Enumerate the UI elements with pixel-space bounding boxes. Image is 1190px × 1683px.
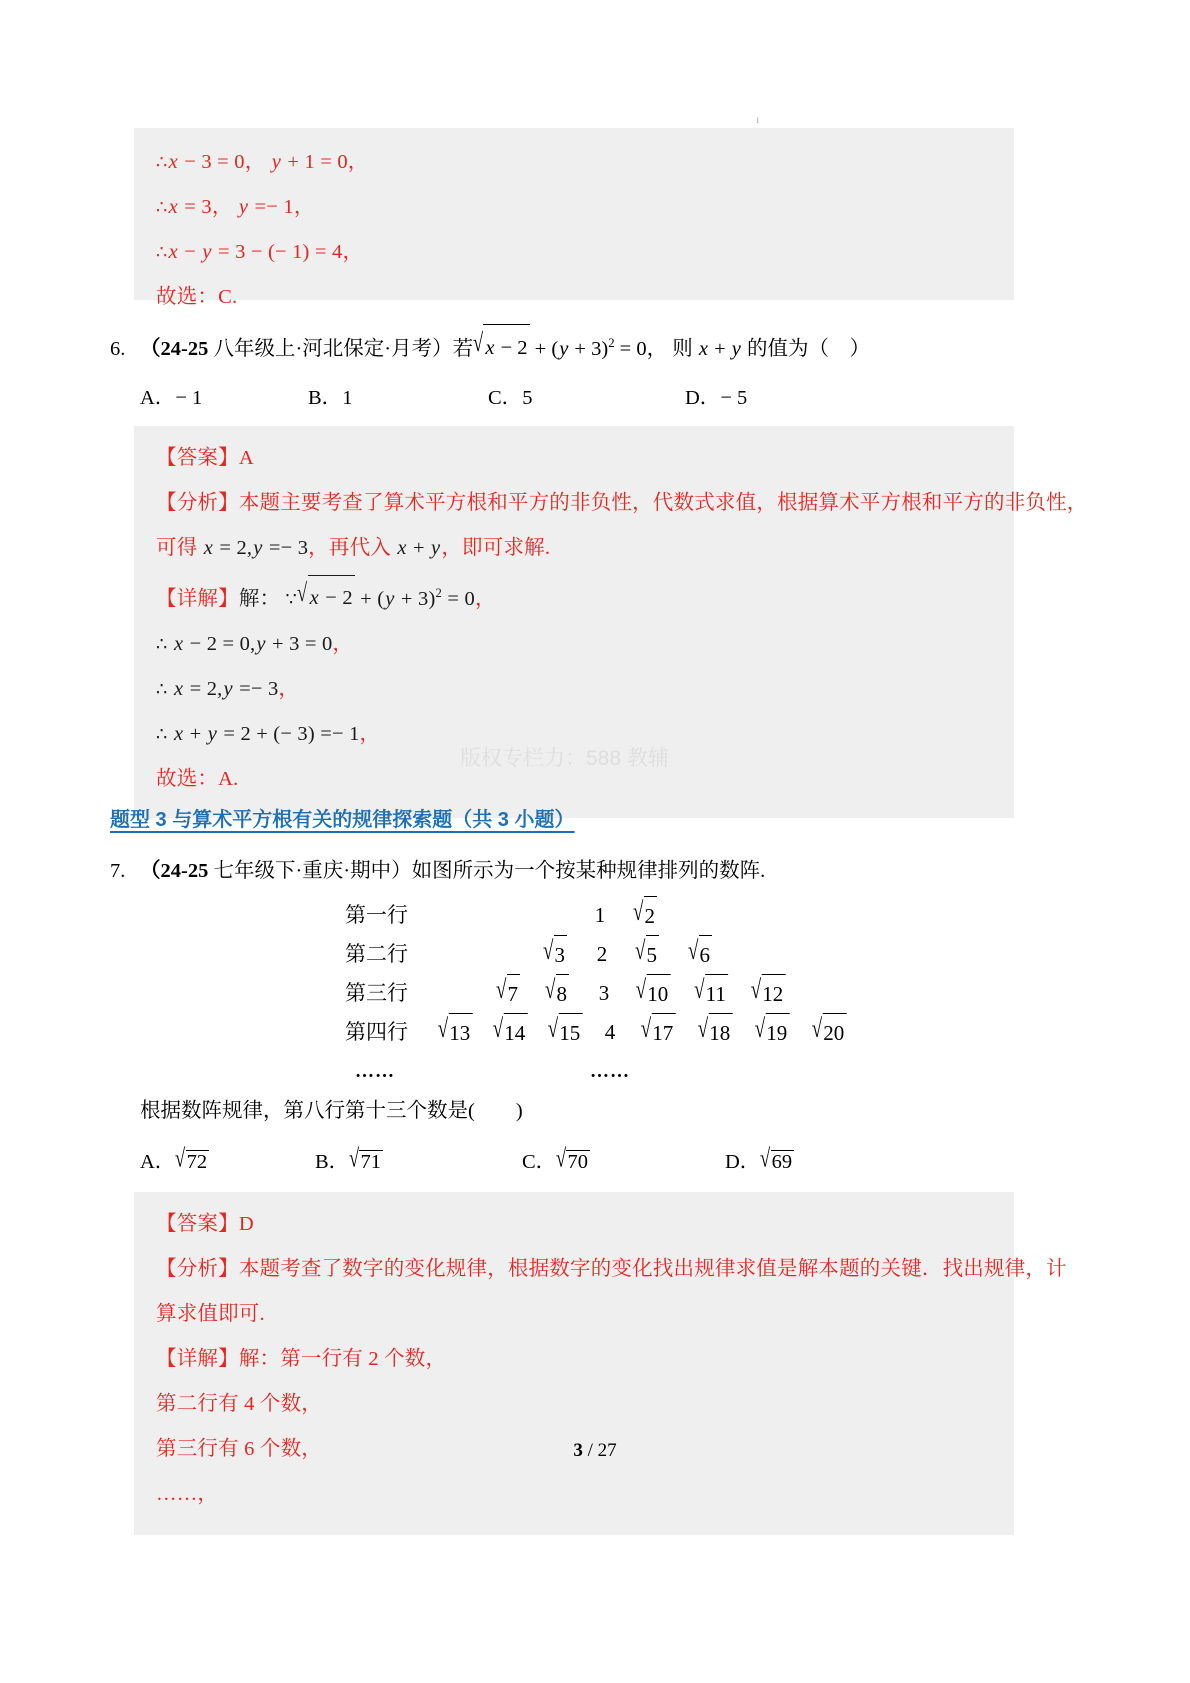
q7-option-c[interactable]: C．√70 [522, 1145, 588, 1173]
matrix-row-4 [110, 1013, 1090, 1052]
q5-conclusion-label: 故选： [156, 286, 219, 308]
q7-stem-text: 如图所示为一个按某种规律排列的数阵. [411, 860, 766, 882]
q7-answer-value: D [238, 1213, 254, 1235]
matrix-row-1 [110, 896, 1090, 935]
q6-options [140, 380, 1090, 422]
q6-detail-line-1: 【详解】解： ∵√ $x - 2 + (y + 3)^2 = 0$， [156, 571, 992, 622]
q7-analysis-line-2: 算求值即可. [156, 1303, 265, 1325]
matrix-row-1-label: 第一行 [345, 903, 408, 927]
matrix-cell: √13 [438, 1013, 473, 1053]
q6-option-a-value: − 1 [175, 386, 203, 409]
q7-number: 7. [110, 860, 126, 882]
matrix-cell: √18 [698, 1013, 733, 1053]
q6-analysis-text-1: 本题主要考查了算术平方根和平方的非负性，代数式求值，根据算术平方根和平方的非负性， [238, 491, 1088, 514]
matrix-cell: √5 [635, 935, 659, 975]
q6-option-b-key: B． [308, 386, 343, 409]
q6-analysis-line-1 [156, 481, 1088, 526]
q6-answer-line [156, 436, 992, 481]
q5-solution-line-3: ∴x − y = 3 − (− 1) = 4， [156, 241, 364, 263]
matrix-cell: √3 [543, 935, 567, 975]
q6-stem-tail: = 0， [619, 337, 668, 360]
q7-answer-label: 【答案】 [156, 1213, 239, 1235]
q6-detail-l1-comma: ， [474, 587, 496, 610]
matrix-cell: √11 [694, 974, 728, 1014]
page-tick-mark: ı [756, 112, 760, 126]
q7-option-d-value: 69 [771, 1150, 793, 1173]
q6-option-d-key: D． [685, 386, 721, 409]
q7-stem [110, 848, 1090, 894]
q6-analysis-text-2c: ，即可求解. [441, 536, 551, 559]
q6-answer-label: 【答案】 [156, 446, 239, 469]
matrix-row-4-label: 第四行 [345, 1020, 408, 1044]
matrix-cell: √19 [755, 1013, 790, 1053]
matrix-cell: √14 [493, 1013, 528, 1053]
q6-stem-then: 则 [672, 337, 693, 360]
q7-prompt: 根据数阵规律，第八行第十三个数是( ) [140, 1100, 523, 1122]
q6-detail-line-3: ∴ x = 2,y =− 3， [156, 677, 300, 700]
q6-because-symbol: ∵ [285, 588, 298, 610]
q7-option-d[interactable]: D．√69 [725, 1145, 793, 1173]
q7-detail-prefix: 解：第一行有 2 个数， [238, 1348, 447, 1370]
q6-detail-label: 【详解】 [156, 587, 239, 610]
matrix-ellipsis-left: …… [355, 1061, 395, 1082]
q6-detail-line-4: ∴ x + y = 2 + (− 3) =− 1， [156, 722, 381, 745]
q6-answer-value: A [238, 446, 254, 469]
q7-option-a-key: A． [140, 1151, 176, 1173]
q7-detail-line-1 [156, 1337, 992, 1382]
matrix-cell: √10 [636, 974, 671, 1014]
footer-total-pages: 27 [597, 1440, 617, 1461]
q6-conclusion-value: A. [218, 767, 239, 790]
page-footer [0, 1440, 1190, 1462]
q6-option-c-key: C． [488, 386, 523, 409]
q6-option-d-value: − 5 [720, 386, 748, 409]
q7-options [140, 1144, 1090, 1190]
matrix-cell: √20 [812, 1013, 847, 1053]
q7-source: （24-25 七年级下·重庆·期中） [140, 860, 412, 882]
q6-option-b-value: 1 [342, 386, 353, 409]
q5-solution-line-2: ∴x = 3， y =− 1， [156, 196, 315, 218]
q6-analysis-text-2a: 可得 [156, 536, 198, 559]
q7-option-a-value: 72 [186, 1150, 208, 1173]
matrix-row-3 [110, 974, 1090, 1013]
q5-solution-line-1: ∴x − 3 = 0， y + 1 = 0， [156, 151, 369, 173]
q7-option-d-key: D． [725, 1151, 761, 1173]
q7-analysis-text-1: 本题考查了数字的变化规律，根据数字的变化找出规律求值是解本题的关键．找出规律，计 [238, 1258, 1067, 1280]
matrix-cell: √17 [641, 1013, 676, 1053]
q7-answer-line [156, 1202, 992, 1247]
q6-solution-panel [134, 426, 1088, 818]
matrix-cell: √12 [751, 974, 786, 1014]
q6-conclusion [156, 757, 992, 802]
matrix-cell: √6 [688, 935, 712, 975]
matrix-row-2 [110, 935, 1090, 974]
q7-detail-line-4: ……， [156, 1483, 219, 1505]
q6-analysis-label: 【分析】 [156, 491, 239, 514]
footer-separator: / [587, 1440, 593, 1461]
q6-option-c-value: 5 [522, 386, 533, 409]
q7-option-b-key: B． [315, 1151, 350, 1173]
q7-option-c-value: 70 [567, 1150, 588, 1173]
q7-option-a[interactable]: A．√72 [140, 1145, 208, 1173]
matrix-row-2-label: 第二行 [345, 942, 408, 966]
q5-conclusion-value: C. [218, 286, 238, 308]
footer-current-page: 3 [573, 1440, 583, 1461]
q5-conclusion [156, 275, 992, 320]
q6-number: 6. [110, 337, 126, 360]
q6-option-d[interactable] [685, 380, 747, 410]
q6-analysis-text-2b: ，再代入 [308, 536, 391, 559]
q6-option-b[interactable] [308, 380, 352, 410]
matrix-cell: 3 [598, 981, 610, 1005]
number-matrix [110, 896, 1090, 1086]
matrix-cell: 2 [596, 942, 608, 966]
watermark: 版权专栏力：588 教辅 [460, 747, 669, 770]
q6-option-a[interactable] [140, 380, 202, 410]
q6-detail-line-2: ∴ x − 2 = 0,y + 3 = 0， [156, 632, 354, 655]
q6-conclusion-label: 故选： [156, 767, 219, 790]
q7-detail-line-3: 第三行有 6 个数， [156, 1438, 322, 1460]
q6-detail-prefix: 解： [238, 587, 281, 610]
q6-analysis-line-2: 可得 x = 2,y =− 3，再代入 x + y，即可求解. [156, 536, 551, 559]
q6-option-a-key: A． [140, 386, 176, 409]
matrix-cell: 4 [604, 1020, 616, 1044]
q7-solution-panel [134, 1192, 1067, 1535]
q7-option-b-value: 71 [360, 1150, 381, 1173]
q6-sqrt: √ x − 2 [473, 325, 529, 372]
q7-analysis-label: 【分析】 [156, 1258, 239, 1280]
section-heading: 题型 3 与算术平方根有关的规律探索题（共 3 小题） [110, 809, 575, 831]
question-6 [110, 320, 1090, 818]
q7-detail-label: 【详解】 [156, 1348, 239, 1370]
q6-stem-prefix: 若 [452, 337, 474, 360]
q6-stem-value: 的值为（ ） [747, 337, 871, 360]
matrix-ellipsis-right: …… [590, 1061, 630, 1082]
matrix-cell: √7 [496, 974, 520, 1014]
matrix-cell: √15 [548, 1013, 583, 1053]
q5-solution-panel [134, 128, 1014, 308]
matrix-cell: √2 [633, 896, 657, 936]
q7-option-c-key: C． [522, 1151, 557, 1173]
q7-option-b[interactable]: B．√71 [315, 1145, 381, 1173]
q6-source: （24-25 八年级上·河北保定·月考） [140, 337, 453, 360]
question-7 [110, 848, 1090, 1535]
matrix-row-3-label: 第三行 [345, 981, 408, 1005]
q6-stem: 6. （24-25 八年级上·河北保定·月考）若√ $x - 2 + (y + 3)^2 = 0$， 则 x + y 的值为（ ） [110, 320, 1090, 372]
q6-option-c[interactable] [488, 380, 532, 410]
q7-detail-line-2: 第二行有 4 个数， [156, 1393, 322, 1415]
matrix-cell: 1 [594, 903, 606, 927]
matrix-cell: √8 [545, 974, 569, 1014]
matrix-ellipsis-row [110, 1052, 1090, 1086]
q7-analysis-line-1 [156, 1247, 1067, 1292]
